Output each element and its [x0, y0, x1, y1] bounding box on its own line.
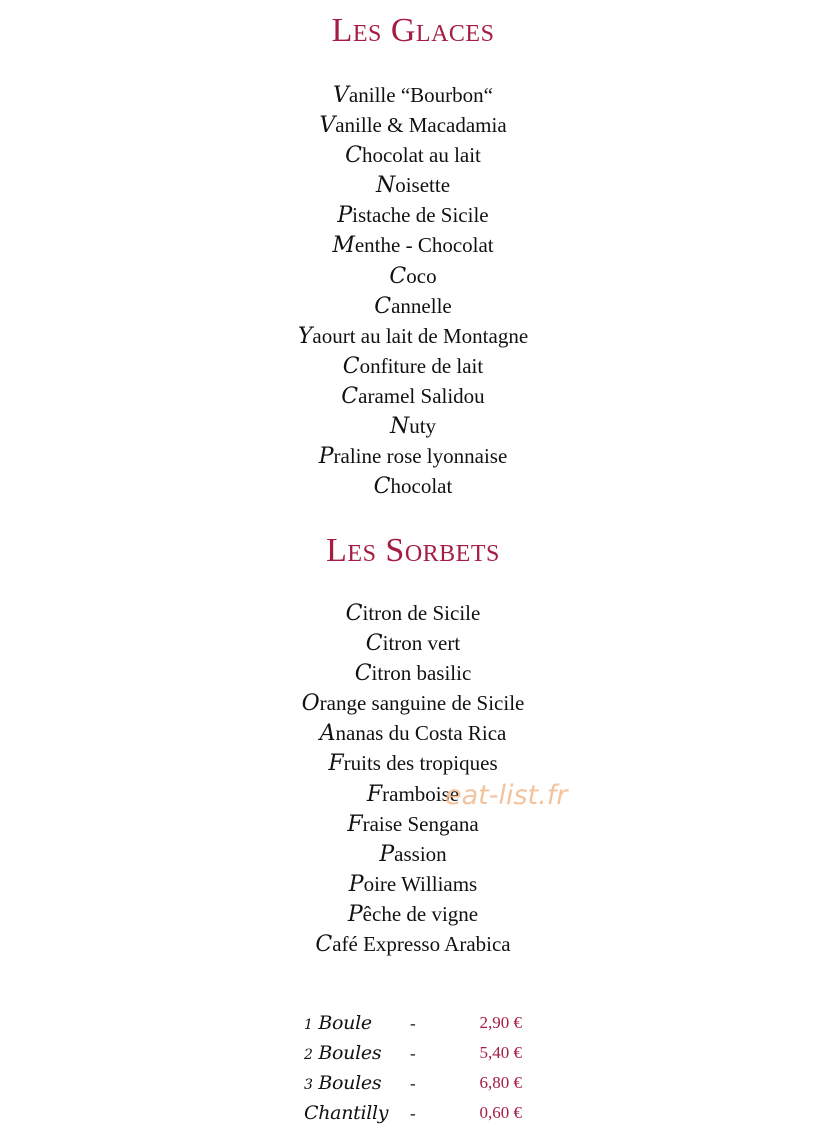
price-label-text: Boules [318, 1072, 382, 1094]
flavor-initial: C [354, 661, 372, 687]
price-count: 2 [304, 1047, 313, 1063]
flavor-item [0, 839, 826, 869]
flavor-initial: P [347, 901, 363, 927]
flavor-item [0, 899, 826, 929]
price-label [304, 1012, 372, 1034]
flavor-item [0, 261, 826, 291]
flavor-name: annelle [391, 293, 452, 318]
flavor-name: hocolat au lait [361, 143, 481, 168]
price-row [300, 1072, 540, 1102]
price-table [300, 1012, 540, 1132]
flavor-initial: M [332, 233, 355, 259]
flavor-item [0, 381, 826, 411]
flavor-item [0, 809, 826, 839]
price-count: 3 [304, 1077, 313, 1093]
flavor-item [0, 929, 826, 959]
flavor-name: anille “Bourbon“ [348, 83, 493, 107]
flavor-item [0, 80, 826, 110]
flavor-name: itron de Sicile [362, 601, 481, 625]
flavor-item [0, 170, 826, 200]
flavor-initial: C [341, 383, 359, 409]
flavor-name: aramel Salidou [358, 383, 485, 408]
flavor-item [0, 658, 826, 688]
price-dash: - [410, 1074, 416, 1093]
price-row [300, 1042, 540, 1072]
flavor-item [0, 718, 826, 748]
price-label-text: Boules [318, 1042, 382, 1064]
flavor-name: uty [409, 414, 437, 439]
flavor-initial: N [375, 173, 396, 199]
flavor-item [0, 598, 826, 628]
flavor-name: oisette [395, 173, 451, 198]
flavor-item [0, 628, 826, 658]
price-value: 2,90 € [479, 1013, 522, 1032]
flavor-name: raline rose lyonnaise [333, 444, 508, 469]
glaces-list [0, 80, 826, 501]
flavor-initial: P [337, 203, 353, 229]
flavor-initial: F [328, 751, 344, 777]
flavor-name: istache de Sicile [352, 203, 489, 228]
flavor-item [0, 441, 826, 471]
flavor-initial: C [373, 474, 391, 500]
flavor-name: onfiture de lait [359, 353, 484, 378]
flavor-initial: C [374, 293, 392, 319]
watermark: eat-list.fr [445, 780, 568, 811]
flavor-name: nanas du Costa Rica [335, 721, 507, 746]
price-dash: - [410, 1104, 416, 1123]
flavor-item [0, 351, 826, 381]
price-count: 1 [304, 1017, 313, 1033]
flavor-initial: N [389, 414, 410, 440]
price-value: 0,60 € [479, 1103, 522, 1122]
price-label-text: Boule [318, 1012, 372, 1034]
flavor-item [0, 779, 826, 809]
price-label [304, 1072, 381, 1094]
flavor-name: enthe - Chocolat [354, 233, 494, 258]
flavor-name: assion [394, 841, 447, 866]
price-dash: - [410, 1014, 416, 1033]
flavor-item [0, 688, 826, 718]
section-title-glaces: Les Glaces [331, 12, 495, 49]
flavor-initial: C [389, 263, 407, 289]
price-row [300, 1012, 540, 1042]
flavor-item [0, 869, 826, 899]
flavor-name: hocolat [390, 474, 453, 499]
flavor-name: ruits des tropiques [343, 751, 498, 776]
flavor-item [0, 748, 826, 778]
flavor-initial: C [342, 353, 360, 379]
flavor-initial: C [315, 932, 333, 958]
flavor-item [0, 110, 826, 140]
flavor-initial: P [379, 841, 395, 867]
flavor-item [0, 471, 826, 501]
flavor-name: itron basilic [371, 661, 472, 686]
flavor-name: êche de vigne [362, 901, 479, 926]
price-label [304, 1042, 381, 1064]
price-value: 5,40 € [479, 1043, 522, 1062]
flavor-initial: P [318, 444, 334, 470]
flavor-initial: P [348, 871, 364, 897]
flavor-initial: F [366, 781, 383, 807]
section-title-sorbets: Les Sorbets [326, 532, 500, 569]
flavor-item [0, 230, 826, 260]
flavor-initial: O [301, 691, 320, 717]
price-row [300, 1102, 540, 1132]
flavor-item [0, 140, 826, 170]
flavor-name: raise Sengana [362, 811, 479, 836]
flavor-name: anille & Macadamia [335, 113, 507, 138]
flavor-initial: A [319, 721, 336, 747]
flavor-item [0, 200, 826, 230]
flavor-name: ramboise [382, 781, 460, 806]
flavor-name: afé Expresso Arabica [332, 932, 511, 957]
flavor-initial: V [333, 83, 349, 108]
flavor-initial: F [347, 811, 363, 837]
flavor-initial: V [319, 113, 336, 139]
flavor-name: aourt au lait de Montagne [312, 323, 529, 348]
flavor-initial: Y [297, 323, 313, 349]
price-label [304, 1102, 388, 1124]
flavor-name: oire Williams [363, 871, 478, 896]
price-dash: - [410, 1044, 416, 1063]
flavor-item [0, 291, 826, 321]
flavor-name: range sanguine de Sicile [319, 691, 525, 716]
flavor-item [0, 411, 826, 441]
price-label-text: Chantilly [304, 1102, 389, 1124]
flavor-name: oco [406, 263, 437, 288]
flavor-initial: C [365, 631, 383, 657]
flavor-name: itron vert [382, 631, 461, 656]
flavor-initial: C [345, 601, 363, 626]
flavor-item [0, 321, 826, 351]
price-value: 6,80 € [479, 1073, 522, 1092]
sorbets-list [0, 598, 826, 959]
flavor-initial: C [345, 143, 362, 169]
